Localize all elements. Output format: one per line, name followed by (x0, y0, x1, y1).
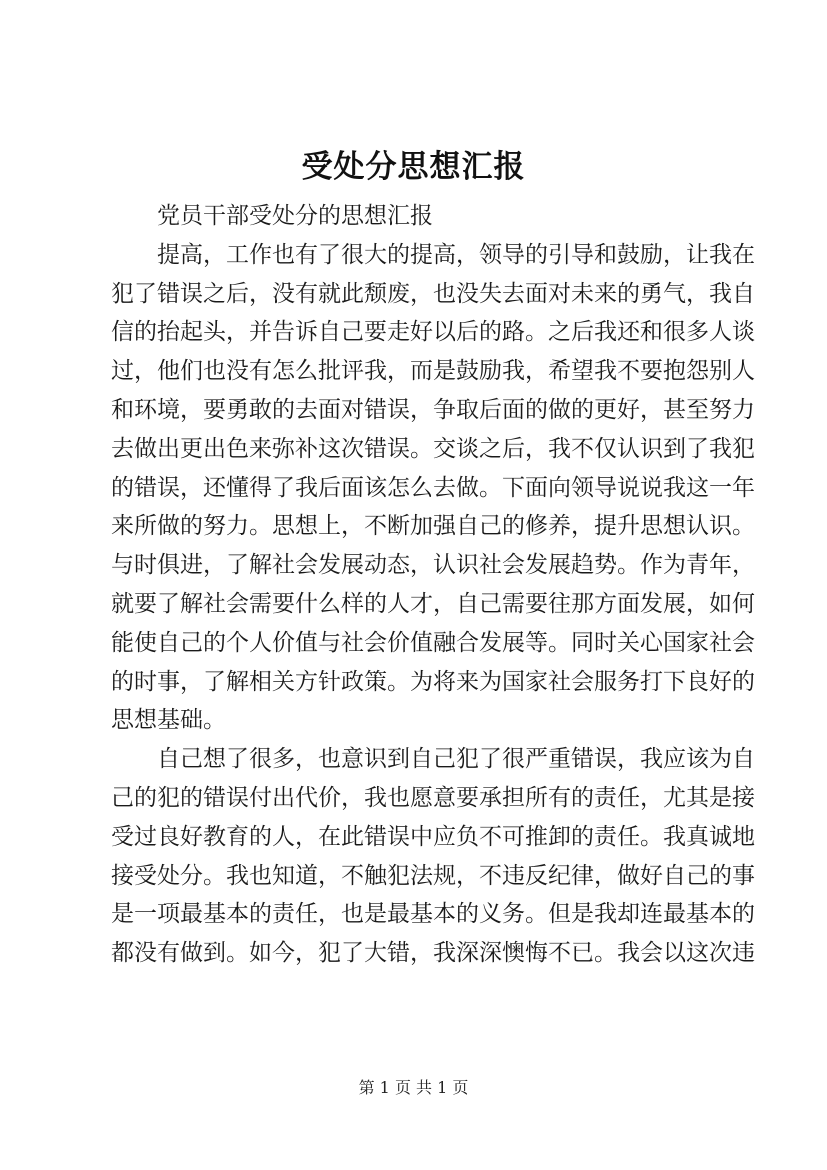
paragraph-line: 接受处分。我也知道，不触犯法规，不违反纪律，做好自己的事 (111, 862, 755, 889)
document-title: 受处分思想汇报 (301, 149, 526, 185)
paragraph-line: 就要了解社会需要什么样的人才，自己需要往那方面发展，如何 (111, 590, 755, 617)
document-body (111, 197, 755, 973)
page-footer: 第 1 页 共 1 页 (358, 1078, 469, 1097)
paragraph-line: 能使自己的个人价值与社会价值融合发展等。同时关心国家社会 (111, 629, 755, 656)
paragraph-line: 提高，工作也有了很大的提高，领导的引导和鼓励，让我在 (157, 241, 755, 268)
paragraph-line: 自己想了很多，也意识到自己犯了很严重错误，我应该为自 (157, 746, 755, 773)
paragraph-line: 信的抬起头，并告诉自己要走好以后的路。之后我还和很多人谈 (111, 319, 755, 346)
paragraph-line: 的时事，了解相关方针政策。为将来为国家社会服务打下良好的 (111, 668, 755, 695)
subtitle-line: 党员干部受处分的思想汇报 (157, 203, 433, 229)
paragraph-line: 是一项最基本的责任，也是最基本的义务。但是我却连最基本的 (111, 901, 755, 928)
paragraph-line: 受过良好教育的人，在此错误中应负不可推卸的责任。我真诚地 (111, 823, 755, 850)
paragraph-line: 思想基础。 (111, 707, 226, 734)
paragraph-line: 过，他们也没有怎么批评我，而是鼓励我，希望我不要抱怨别人 (111, 358, 755, 385)
paragraph-line: 犯了错误之后，没有就此颓废，也没失去面对未来的勇气，我自 (111, 280, 755, 307)
paragraph-line: 都没有做到。如今，犯了大错，我深深懊悔不已。我会以这次违 (111, 940, 755, 967)
paragraph-line: 去做出更出色来弥补这次错误。交谈之后，我不仅认识到了我犯 (111, 435, 755, 462)
paragraph-line: 与时俱进，了解社会发展动态，认识社会发展趋势。作为青年， (111, 552, 755, 579)
paragraph-line: 己的犯的错误付出代价，我也愿意要承担所有的责任，尤其是接 (111, 784, 755, 811)
paragraph-line: 和环境，要勇敢的去面对错误，争取后面的做的更好，甚至努力 (111, 396, 755, 423)
paragraph-line: 的错误，还懂得了我后面该怎么去做。下面向领导说说我这一年 (111, 474, 755, 501)
paragraph-line: 来所做的努力。思想上，不断加强自己的修养，提升思想认识。 (111, 513, 755, 540)
